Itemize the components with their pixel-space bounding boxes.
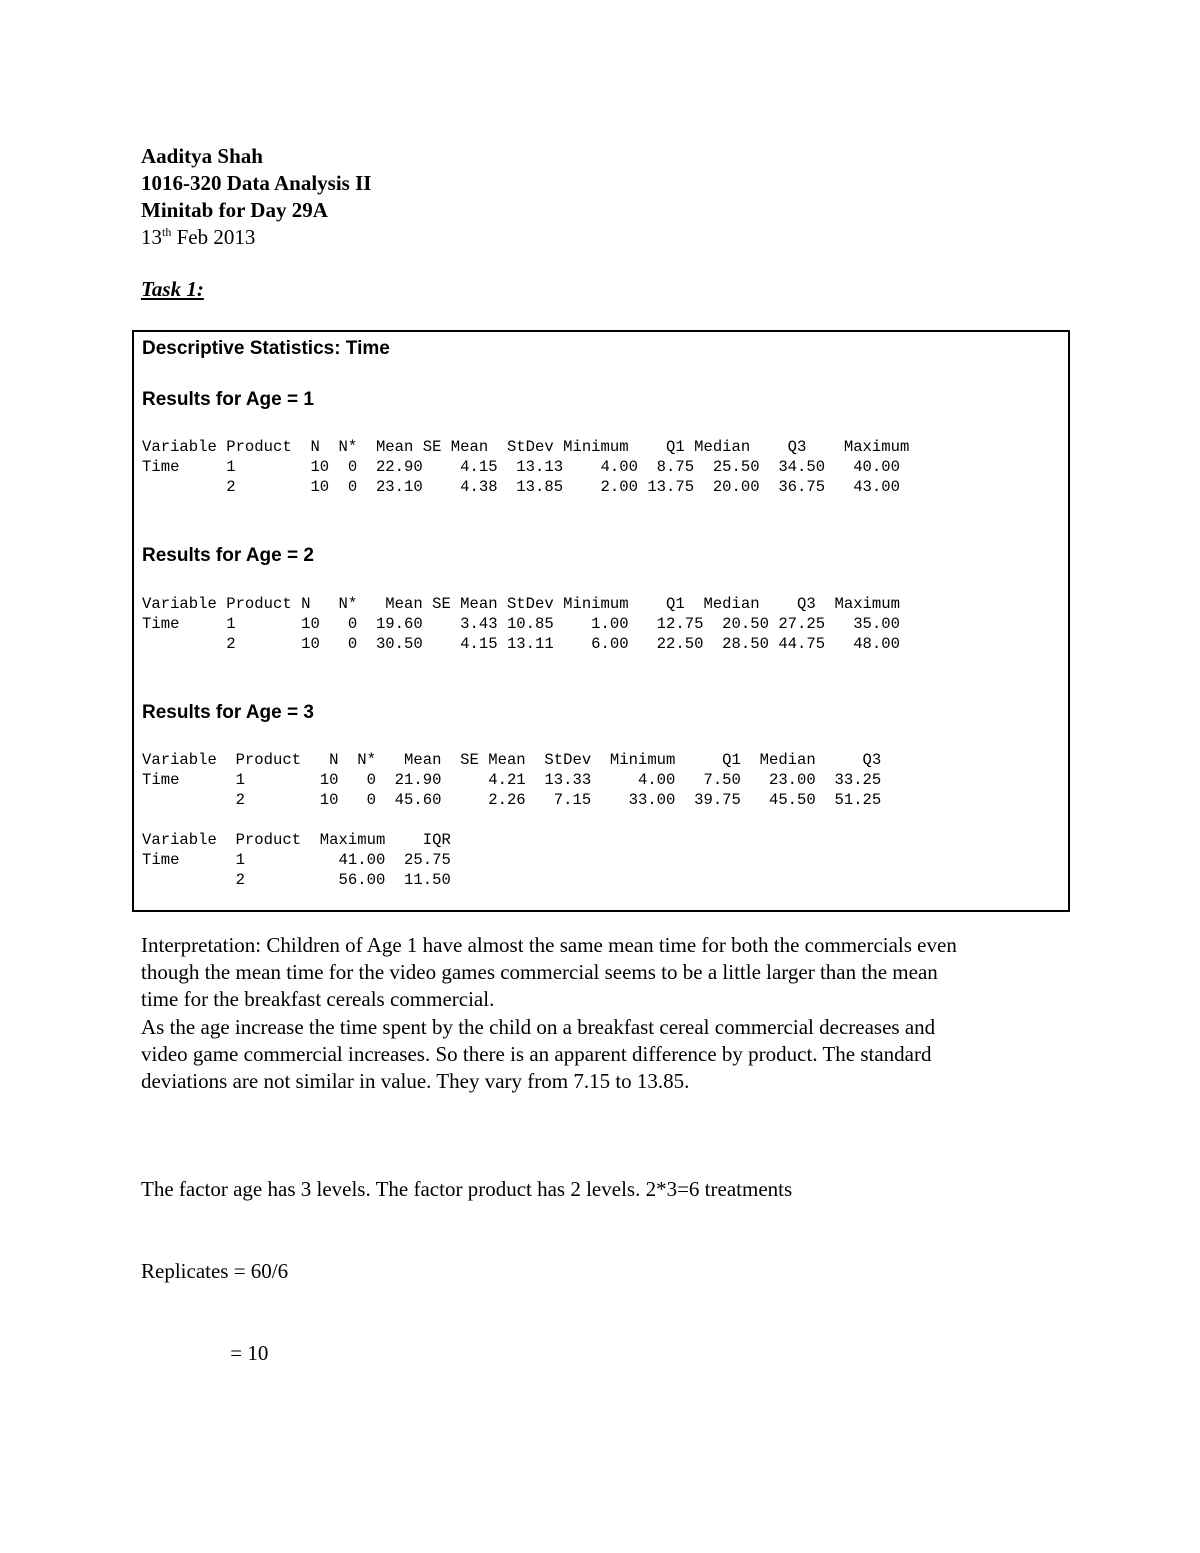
minitab-output-box xyxy=(132,330,1070,912)
course-title: 1016-320 Data Analysis II xyxy=(141,171,372,195)
text-line: As the age increase the time spent by the child on a breakfast cereal commercial decreases and xyxy=(141,1014,936,1039)
date-rest: Feb 2013 xyxy=(171,225,256,249)
output-title: Descriptive Statistics: Time xyxy=(142,338,390,359)
text-line: The factor age has 3 levels. The factor product has 2 levels. 2*3=6 treatments xyxy=(141,1177,793,1202)
text-line: deviations are not similar in value. They vary from 7.15 to 13.85. xyxy=(141,1069,690,1094)
stats-table-age-1: Variable Product N N* Mean SE Mean StDev Minimum Q1 Median Q3 Maximum Time 1 10 0 22.90 4.15 13.13 4.00 8.75 25.50 34.50 40.00 2 10 0 23.10 4.38 13.85 2.00 13.75 20.00 36.75 43.00 xyxy=(142,438,910,496)
text-line: though the mean time for the video games commercial seems to be a little larger than the mean xyxy=(141,960,938,985)
assignment-title: Minitab for Day 29A xyxy=(141,198,328,222)
stats-table-age-3: Variable Product N N* Mean SE Mean StDev Minimum Q1 Median Q3 Time 1 10 0 21.90 4.21 13.33 4.00 7.50 23.00 33.25 2 10 0 45.60 2.26 7.15 33.00 39.75 45.50 51.25 Variable Product Maximum IQR Time 1 41.00 25.75 2 56.00 11.50 xyxy=(142,751,882,889)
text-line: video game commercial increases. So there is an apparent difference by product. The standard xyxy=(141,1041,932,1066)
text-line: Replicates = 60/6 xyxy=(141,1259,289,1284)
date-suffix: th xyxy=(162,225,172,239)
task-label: Task 1: xyxy=(141,277,204,301)
stats-table-age-2: Variable Product N N* Mean SE Mean StDev Minimum Q1 Median Q3 Maximum Time 1 10 0 19.60 3.43 10.85 1.00 12.75 20.50 27.25 35.00 2 10 0 30.50 4.15 13.11 6.00 22.50 28.50 44.75 48.00 xyxy=(142,595,900,653)
section-title-age-1: Results for Age = 1 xyxy=(142,389,314,410)
text-line: Interpretation: Children of Age 1 have almost the same mean time for both the commercials even xyxy=(141,933,957,957)
section-title-age-3: Results for Age = 3 xyxy=(142,702,314,723)
text-line: time for the breakfast cereals commercial. xyxy=(141,987,495,1012)
section-title-age-2: Results for Age = 2 xyxy=(142,545,314,566)
date-day: 13 xyxy=(141,225,162,249)
document-header xyxy=(141,143,371,251)
interpretation-paragraph xyxy=(141,932,1071,1095)
author-name: Aaditya Shah xyxy=(141,144,263,168)
document-date xyxy=(141,224,371,251)
text-line: = 10 xyxy=(141,1340,269,1365)
treatments-paragraph xyxy=(141,1122,1071,1394)
